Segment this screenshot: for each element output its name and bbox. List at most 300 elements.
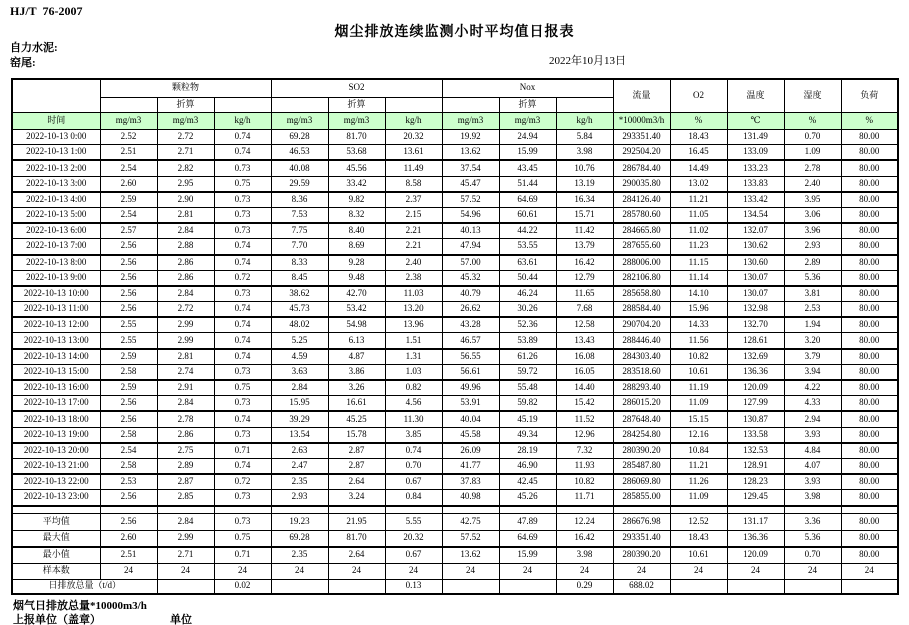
value-cell: 5.25 [271, 333, 328, 349]
value-cell: 16.42 [556, 255, 613, 271]
daily-total-value-cell [670, 580, 727, 594]
value-cell: 12.24 [556, 514, 613, 531]
value-cell: 24 [784, 563, 841, 580]
value-cell: 24 [100, 563, 157, 580]
value-cell: 132.70 [727, 317, 784, 333]
unit-cell: ℃ [727, 112, 784, 129]
value-cell: 80.00 [841, 145, 898, 161]
value-cell: 54.98 [328, 317, 385, 333]
value-cell: 80.00 [841, 547, 898, 564]
value-cell: 24 [157, 563, 214, 580]
value-cell: 45.32 [442, 270, 499, 286]
value-cell: 53.55 [499, 239, 556, 255]
daily-total-value-cell: 0.13 [385, 580, 442, 594]
value-cell: 47.94 [442, 239, 499, 255]
value-cell: 38.62 [271, 286, 328, 302]
site-label: 窑尾: [10, 57, 36, 69]
value-cell: 130.87 [727, 411, 784, 427]
unit-cell: *10000m3/h [613, 112, 670, 129]
daily-total-value-cell: 0.29 [556, 580, 613, 594]
value-cell: 286784.40 [613, 160, 670, 176]
units-header-row [12, 112, 898, 129]
value-cell: 2.21 [385, 223, 442, 239]
value-cell: 69.28 [271, 129, 328, 145]
time-cell: 2022-10-13 17:00 [12, 396, 100, 412]
value-cell: 61.26 [499, 349, 556, 365]
value-cell: 2.87 [157, 474, 214, 490]
value-cell: 2.53 [100, 474, 157, 490]
value-cell: 130.07 [727, 270, 784, 286]
value-cell: 80.00 [841, 302, 898, 318]
value-cell: 5.36 [784, 270, 841, 286]
value-cell: 130.07 [727, 286, 784, 302]
hour-row [12, 176, 898, 192]
value-cell: 128.61 [727, 333, 784, 349]
value-cell: 2.87 [328, 443, 385, 459]
summary-row [12, 547, 898, 564]
value-cell: 0.74 [214, 317, 271, 333]
value-cell: 290035.80 [613, 176, 670, 192]
value-cell: 0.73 [214, 514, 271, 531]
value-cell: 132.69 [727, 349, 784, 365]
value-cell: 1.03 [385, 364, 442, 380]
blank-cell [100, 506, 157, 514]
value-cell: 7.53 [271, 207, 328, 223]
time-cell: 2022-10-13 1:00 [12, 145, 100, 161]
value-cell: 16.05 [556, 364, 613, 380]
daily-total-value-cell [499, 580, 556, 594]
value-cell: 11.14 [670, 270, 727, 286]
value-cell: 18.43 [670, 129, 727, 145]
value-cell: 3.86 [328, 364, 385, 380]
value-cell: 2.56 [100, 411, 157, 427]
summary-label-cell: 平均值 [12, 514, 100, 531]
value-cell: 2.91 [157, 380, 214, 396]
value-cell: 0.74 [214, 302, 271, 318]
value-cell: 0.72 [214, 270, 271, 286]
value-cell: 45.58 [442, 427, 499, 443]
blank-cell [271, 97, 328, 112]
value-cell: 133.58 [727, 427, 784, 443]
value-cell: 50.44 [499, 270, 556, 286]
value-cell: 0.73 [214, 286, 271, 302]
daily-total-value-cell [442, 580, 499, 594]
value-cell: 4.33 [784, 396, 841, 412]
daily-total-label-cell: 日排放总量（t/d） [12, 580, 157, 594]
hour-row [12, 380, 898, 396]
value-cell: 16.45 [670, 145, 727, 161]
value-cell: 40.08 [271, 160, 328, 176]
value-cell: 2.60 [100, 530, 157, 547]
value-cell: 8.69 [328, 239, 385, 255]
value-cell: 37.83 [442, 474, 499, 490]
value-cell: 2.75 [157, 443, 214, 459]
value-cell: 16.34 [556, 192, 613, 208]
value-cell: 2.64 [328, 474, 385, 490]
unit-cell: kg/h [556, 112, 613, 129]
value-cell: 13.79 [556, 239, 613, 255]
nox-converted-header: 折算 [499, 97, 556, 112]
value-cell: 2.90 [157, 192, 214, 208]
value-cell: 284303.40 [613, 349, 670, 365]
value-cell: 40.13 [442, 223, 499, 239]
value-cell: 3.93 [784, 474, 841, 490]
value-cell: 56.55 [442, 349, 499, 365]
value-cell: 11.21 [670, 458, 727, 474]
blank-cell [442, 97, 499, 112]
value-cell: 136.36 [727, 364, 784, 380]
value-cell: 2.55 [100, 317, 157, 333]
value-cell: 80.00 [841, 411, 898, 427]
value-cell: 11.03 [385, 286, 442, 302]
value-cell: 81.70 [328, 129, 385, 145]
time-cell: 2022-10-13 13:00 [12, 333, 100, 349]
value-cell: 3.79 [784, 349, 841, 365]
value-cell: 80.00 [841, 270, 898, 286]
value-cell: 285855.00 [613, 490, 670, 506]
value-cell: 2.54 [100, 160, 157, 176]
value-cell: 2.89 [157, 458, 214, 474]
unit-cell: mg/m3 [157, 112, 214, 129]
value-cell: 0.74 [214, 239, 271, 255]
value-cell: 293351.40 [613, 530, 670, 547]
value-cell: 47.89 [499, 514, 556, 531]
value-cell: 3.95 [784, 192, 841, 208]
value-cell: 288584.40 [613, 302, 670, 318]
value-cell: 2.93 [784, 239, 841, 255]
value-cell: 133.42 [727, 192, 784, 208]
value-cell: 11.93 [556, 458, 613, 474]
value-cell: 24 [613, 563, 670, 580]
value-cell: 5.36 [784, 530, 841, 547]
value-cell: 45.73 [271, 302, 328, 318]
blank-cell [841, 506, 898, 514]
value-cell: 15.71 [556, 207, 613, 223]
summary-label-cell: 样本数 [12, 563, 100, 580]
value-cell: 0.73 [214, 160, 271, 176]
time-header-cell: 时间 [12, 112, 100, 129]
table-header [12, 79, 898, 129]
value-cell: 286015.20 [613, 396, 670, 412]
value-cell: 80.00 [841, 458, 898, 474]
time-cell: 2022-10-13 20:00 [12, 443, 100, 459]
value-cell: 69.28 [271, 530, 328, 547]
value-cell: 20.32 [385, 129, 442, 145]
value-cell: 3.20 [784, 333, 841, 349]
daily-total-value-cell [784, 580, 841, 594]
value-cell: 0.74 [214, 349, 271, 365]
value-cell: 52.36 [499, 317, 556, 333]
value-cell: 80.00 [841, 514, 898, 531]
value-cell: 33.42 [328, 176, 385, 192]
value-cell: 4.87 [328, 349, 385, 365]
so2-converted-header: 折算 [328, 97, 385, 112]
blank-cell [670, 506, 727, 514]
value-cell: 3.24 [328, 490, 385, 506]
value-cell: 0.75 [214, 380, 271, 396]
value-cell: 18.43 [670, 530, 727, 547]
hour-row [12, 129, 898, 145]
value-cell: 1.09 [784, 145, 841, 161]
value-cell: 20.32 [385, 530, 442, 547]
value-cell: 2.81 [157, 349, 214, 365]
value-cell: 0.74 [214, 145, 271, 161]
value-cell: 24 [385, 563, 442, 580]
value-cell: 15.78 [328, 427, 385, 443]
value-cell: 284665.80 [613, 223, 670, 239]
value-cell: 2.87 [328, 458, 385, 474]
value-cell: 2.59 [100, 380, 157, 396]
value-cell: 131.49 [727, 129, 784, 145]
value-cell: 19.92 [442, 129, 499, 145]
value-cell: 3.81 [784, 286, 841, 302]
value-cell: 11.71 [556, 490, 613, 506]
value-cell: 5.84 [556, 129, 613, 145]
value-cell: 3.94 [784, 364, 841, 380]
value-cell: 9.48 [328, 270, 385, 286]
value-cell: 0.70 [385, 458, 442, 474]
time-cell: 2022-10-13 18:00 [12, 411, 100, 427]
value-cell: 128.91 [727, 458, 784, 474]
daily-total-value-cell [157, 580, 214, 594]
value-cell: 57.52 [442, 192, 499, 208]
time-cell: 2022-10-13 11:00 [12, 302, 100, 318]
value-cell: 11.56 [670, 333, 727, 349]
value-cell: 24 [271, 563, 328, 580]
value-cell: 13.19 [556, 176, 613, 192]
value-cell: 288446.40 [613, 333, 670, 349]
value-cell: 13.96 [385, 317, 442, 333]
summary-label-cell: 最大值 [12, 530, 100, 547]
value-cell: 11.09 [670, 396, 727, 412]
value-cell: 0.73 [214, 490, 271, 506]
value-cell: 46.24 [499, 286, 556, 302]
unit-cell: mg/m3 [499, 112, 556, 129]
value-cell: 8.58 [385, 176, 442, 192]
value-cell: 12.96 [556, 427, 613, 443]
hour-row [12, 349, 898, 365]
blank-cell [613, 506, 670, 514]
value-cell: 288006.00 [613, 255, 670, 271]
value-cell: 2.82 [157, 160, 214, 176]
value-cell: 2.58 [100, 458, 157, 474]
value-cell: 9.82 [328, 192, 385, 208]
value-cell: 24.94 [499, 129, 556, 145]
value-cell: 40.79 [442, 286, 499, 302]
unit-cell: % [670, 112, 727, 129]
value-cell: 64.69 [499, 192, 556, 208]
value-cell: 53.68 [328, 145, 385, 161]
value-cell: 287655.60 [613, 239, 670, 255]
value-cell: 2.94 [784, 411, 841, 427]
time-cell: 2022-10-13 12:00 [12, 317, 100, 333]
blank-cell [499, 506, 556, 514]
value-cell: 14.10 [670, 286, 727, 302]
summary-row [12, 563, 898, 580]
value-cell: 2.84 [157, 223, 214, 239]
hour-row [12, 490, 898, 506]
daily-total-value-cell [727, 580, 784, 594]
value-cell: 2.60 [100, 176, 157, 192]
value-cell: 2.64 [328, 547, 385, 564]
value-cell: 2.63 [271, 443, 328, 459]
value-cell: 2.86 [157, 255, 214, 271]
value-cell: 39.29 [271, 411, 328, 427]
value-cell: 80.00 [841, 160, 898, 176]
value-cell: 24 [442, 563, 499, 580]
value-cell: 24 [499, 563, 556, 580]
value-cell: 57.00 [442, 255, 499, 271]
value-cell: 59.72 [499, 364, 556, 380]
hour-row [12, 207, 898, 223]
value-cell: 11.65 [556, 286, 613, 302]
value-cell: 0.75 [214, 176, 271, 192]
value-cell: 43.45 [499, 160, 556, 176]
unit-label: 单位 [170, 614, 192, 625]
value-cell: 10.61 [670, 364, 727, 380]
value-cell: 0.74 [214, 255, 271, 271]
nox-group-header: Nox [442, 79, 613, 97]
value-cell: 132.07 [727, 223, 784, 239]
daily-total-row [12, 580, 898, 594]
value-cell: 10.82 [556, 474, 613, 490]
blank-cell [442, 506, 499, 514]
value-cell: 80.00 [841, 192, 898, 208]
value-cell: 8.36 [271, 192, 328, 208]
value-cell: 30.26 [499, 302, 556, 318]
value-cell: 2.35 [271, 474, 328, 490]
value-cell: 10.61 [670, 547, 727, 564]
value-cell: 8.45 [271, 270, 328, 286]
value-cell: 40.98 [442, 490, 499, 506]
value-cell: 8.33 [271, 255, 328, 271]
value-cell: 0.74 [385, 443, 442, 459]
value-cell: 2.56 [100, 239, 157, 255]
value-cell: 0.74 [214, 411, 271, 427]
value-cell: 287648.40 [613, 411, 670, 427]
value-cell: 2.95 [157, 176, 214, 192]
value-cell: 0.73 [214, 364, 271, 380]
value-cell: 5.55 [385, 514, 442, 531]
value-cell: 2.78 [784, 160, 841, 176]
value-cell: 280390.20 [613, 547, 670, 564]
unit-cell: mg/m3 [100, 112, 157, 129]
value-cell: 80.00 [841, 317, 898, 333]
blank-cell [214, 506, 271, 514]
value-cell: 80.00 [841, 176, 898, 192]
value-cell: 2.85 [157, 490, 214, 506]
value-cell: 11.15 [670, 255, 727, 271]
value-cell: 0.75 [214, 530, 271, 547]
hour-row [12, 427, 898, 443]
value-cell: 2.56 [100, 286, 157, 302]
value-cell: 2.54 [100, 207, 157, 223]
temp-header: 温度 [727, 79, 784, 112]
blank-cell [385, 97, 442, 112]
value-cell: 46.53 [271, 145, 328, 161]
time-cell: 2022-10-13 3:00 [12, 176, 100, 192]
value-cell: 128.23 [727, 474, 784, 490]
value-cell: 49.96 [442, 380, 499, 396]
humidity-header: 湿度 [784, 79, 841, 112]
value-cell: 40.04 [442, 411, 499, 427]
hour-row [12, 333, 898, 349]
value-cell: 2.38 [385, 270, 442, 286]
value-cell: 285487.80 [613, 458, 670, 474]
value-cell: 14.40 [556, 380, 613, 396]
value-cell: 120.09 [727, 380, 784, 396]
value-cell: 2.56 [100, 270, 157, 286]
value-cell: 19.23 [271, 514, 328, 531]
value-cell: 42.70 [328, 286, 385, 302]
value-cell: 13.02 [670, 176, 727, 192]
hour-row [12, 286, 898, 302]
value-cell: 4.59 [271, 349, 328, 365]
unit-cell: mg/m3 [328, 112, 385, 129]
value-cell: 2.99 [157, 333, 214, 349]
value-cell: 12.79 [556, 270, 613, 286]
summary-label-cell: 最小值 [12, 547, 100, 564]
value-cell: 11.02 [670, 223, 727, 239]
value-cell: 0.71 [214, 443, 271, 459]
value-cell: 11.05 [670, 207, 727, 223]
time-cell: 2022-10-13 10:00 [12, 286, 100, 302]
value-cell: 0.74 [214, 458, 271, 474]
value-cell: 42.75 [442, 514, 499, 531]
value-cell: 2.99 [157, 530, 214, 547]
hour-row [12, 443, 898, 459]
daily-total-value-cell [841, 580, 898, 594]
value-cell: 0.74 [214, 333, 271, 349]
value-cell: 0.73 [214, 192, 271, 208]
value-cell: 4.84 [784, 443, 841, 459]
value-cell: 2.89 [784, 255, 841, 271]
value-cell: 80.00 [841, 474, 898, 490]
value-cell: 11.49 [385, 160, 442, 176]
value-cell: 53.91 [442, 396, 499, 412]
value-cell: 28.19 [499, 443, 556, 459]
value-cell: 286676.98 [613, 514, 670, 531]
value-cell: 11.26 [670, 474, 727, 490]
value-cell: 51.44 [499, 176, 556, 192]
page-title: 烟尘排放连续监测小时平均值日报表 [334, 25, 575, 40]
value-cell: 3.98 [556, 145, 613, 161]
unit-cell: kg/h [385, 112, 442, 129]
value-cell: 80.00 [841, 333, 898, 349]
pm-converted-header: 折算 [157, 97, 214, 112]
value-cell: 286069.80 [613, 474, 670, 490]
value-cell: 10.82 [670, 349, 727, 365]
value-cell: 46.90 [499, 458, 556, 474]
hour-row [12, 239, 898, 255]
daily-total-value-cell: 688.02 [613, 580, 670, 594]
value-cell: 2.57 [100, 223, 157, 239]
value-cell: 53.42 [328, 302, 385, 318]
hour-row [12, 255, 898, 271]
value-cell: 2.84 [271, 380, 328, 396]
value-cell: 15.95 [271, 396, 328, 412]
value-cell: 11.52 [556, 411, 613, 427]
value-cell: 280390.20 [613, 443, 670, 459]
value-cell: 44.22 [499, 223, 556, 239]
blank-cell [784, 506, 841, 514]
hour-row [12, 270, 898, 286]
value-cell: 290704.20 [613, 317, 670, 333]
value-cell: 4.07 [784, 458, 841, 474]
standard-code: HJ/T 76-2007 [10, 4, 83, 18]
value-cell: 0.84 [385, 490, 442, 506]
company-label: 自力水泥: [10, 42, 58, 54]
